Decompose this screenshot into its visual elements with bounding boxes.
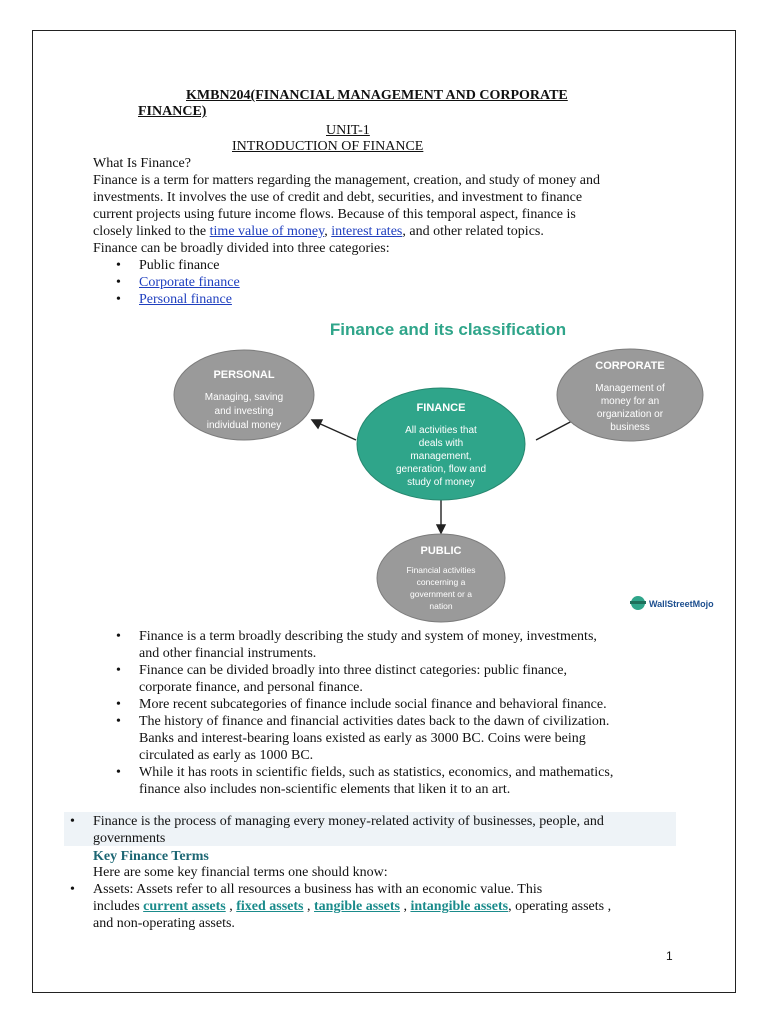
separator: , [303, 899, 314, 914]
key-finance-terms-heading: Key Finance Terms [93, 849, 209, 864]
bullet: • [116, 629, 121, 644]
point-line: corporate finance, and personal finance. [139, 680, 363, 695]
point-line: finance also includes non-scientific elements that liken it to an art. [139, 782, 511, 797]
link-tangible-assets[interactable]: tangible assets [314, 899, 400, 914]
corporate-body-line: organization or [596, 409, 664, 420]
process-line: Finance is the process of managing every money-related activity of businesses, people, and [93, 814, 604, 829]
wallstreetmojo-logo [630, 596, 714, 610]
bullet: • [116, 292, 121, 307]
personal-body-line: and investing [214, 406, 274, 417]
category-label: Public finance [139, 258, 220, 273]
finance-body-line: deals with [418, 438, 464, 449]
separator: , [225, 899, 237, 914]
assets-line3: and non-operating assets. [93, 916, 235, 931]
personal-body-line: individual money [206, 420, 282, 431]
public-body-line: Financial activities [406, 565, 476, 575]
arrow-to-personal [316, 422, 356, 440]
personal-node [174, 350, 314, 440]
finance-classification-diagram [160, 312, 740, 628]
point-line: Banks and interest-bearing loans existed as early as 3000 BC. Coins were being [139, 731, 586, 746]
bullet: • [116, 697, 121, 712]
personal-body-line: Managing, saving [204, 392, 284, 403]
list-item [116, 662, 613, 696]
arrowhead-personal [312, 420, 322, 428]
finance-title: FINANCE [416, 402, 466, 414]
bullet: • [70, 882, 75, 897]
arrowhead-public [437, 525, 445, 533]
public-node [377, 534, 505, 622]
bullet: • [116, 663, 121, 678]
arrow-to-corporate [536, 420, 574, 440]
unit-label: UNIT-1 [326, 123, 370, 138]
corporate-body-line: Management of [595, 383, 665, 394]
public-body-line: government or a [410, 589, 472, 599]
list-item [116, 764, 613, 798]
finance-body-line: All activities that [405, 425, 477, 436]
corporate-title: CORPORATE [595, 360, 665, 372]
assets-line2 [93, 898, 611, 915]
key-points-list [116, 628, 613, 798]
finance-body-line: management, [410, 451, 472, 462]
process-line: governments [93, 831, 166, 846]
intro-paragraph-line3: current projects using future income flows. Because of this temporal aspect, finance is [93, 207, 576, 222]
bullet: • [70, 814, 75, 829]
bullet: • [116, 714, 121, 729]
category-item-personal [116, 291, 232, 308]
point-line: and other financial instruments. [139, 646, 317, 661]
intro-paragraph-line1: Finance is a term for matters regarding the management, creation, and study of money and [93, 173, 600, 188]
intro-text: closely linked to the [93, 224, 210, 239]
bullet: • [116, 765, 121, 780]
bullet: • [116, 275, 121, 290]
link-fixed-assets[interactable]: fixed assets [236, 899, 304, 914]
finance-body-line: study of money [407, 477, 475, 488]
link-personal-finance[interactable]: Personal finance [139, 292, 232, 307]
comma-text: , [324, 224, 332, 239]
diagram-heading: Finance and its classification [329, 320, 567, 339]
operating-assets-text: , operating assets , [508, 899, 612, 914]
page-number: 1 [666, 949, 673, 963]
doc-title-line2: FINANCE) [138, 104, 207, 119]
link-time-value-of-money[interactable]: time value of money [209, 224, 325, 239]
public-body-line: concerning a [416, 577, 466, 587]
link-current-assets[interactable]: current assets [143, 899, 226, 914]
point-line: More recent subcategories of finance include social finance and behavioral finance. [139, 697, 607, 712]
terms-intro: Here are some key financial terms one should know: [93, 865, 388, 880]
public-title: PUBLIC [420, 545, 462, 557]
link-corporate-finance[interactable]: Corporate finance [139, 275, 240, 290]
point-line: Finance is a term broadly describing the study and system of money, investments, [139, 629, 597, 644]
point-line: While it has roots in scientific fields, such as statistics, economics, and mathematics, [139, 765, 614, 780]
unit-title: INTRODUCTION OF FINANCE [232, 139, 424, 154]
list-item [116, 696, 613, 713]
link-intangible-assets[interactable]: intangible assets [410, 899, 509, 914]
category-item-public [116, 257, 219, 274]
list-item [116, 713, 613, 764]
assets-line1: Assets: Assets refer to all resources a business has with an economic value. This [93, 882, 543, 897]
corporate-body-line: money for an [600, 396, 660, 407]
point-line: circulated as early as 1000 BC. [139, 748, 314, 763]
public-body-line: nation [429, 601, 453, 611]
logo-text: WallStreetMojo [649, 599, 714, 609]
what-is-finance-heading: What Is Finance? [93, 156, 191, 171]
category-item-corporate [116, 274, 240, 291]
separator: , [399, 899, 411, 914]
intro-paragraph-line4 [93, 223, 544, 240]
finance-body-line: generation, flow and [395, 464, 487, 475]
point-line: The history of finance and financial activities dates back to the dawn of civilization. [139, 714, 610, 729]
topics-text: , and other related topics. [402, 224, 544, 239]
intro-paragraph-line2: investments. It involves the use of credit and debt, securities, and investment to finance [93, 190, 583, 205]
personal-title: PERSONAL [213, 369, 275, 381]
logo-icon-bar [630, 601, 646, 604]
finance-node [357, 388, 525, 500]
doc-title-line1: KMBN204(FINANCIAL MANAGEMENT AND CORPORATE [186, 88, 568, 103]
categories-intro: Finance can be broadly divided into three categories: [93, 241, 390, 256]
corporate-node [557, 349, 703, 441]
includes-text: includes [93, 899, 144, 914]
list-item [116, 628, 613, 662]
corporate-body-line: business [610, 422, 650, 433]
bullet: • [116, 258, 121, 273]
link-interest-rates[interactable]: interest rates [331, 224, 403, 239]
point-line: Finance can be divided broadly into three distinct categories: public finance, [139, 663, 568, 678]
